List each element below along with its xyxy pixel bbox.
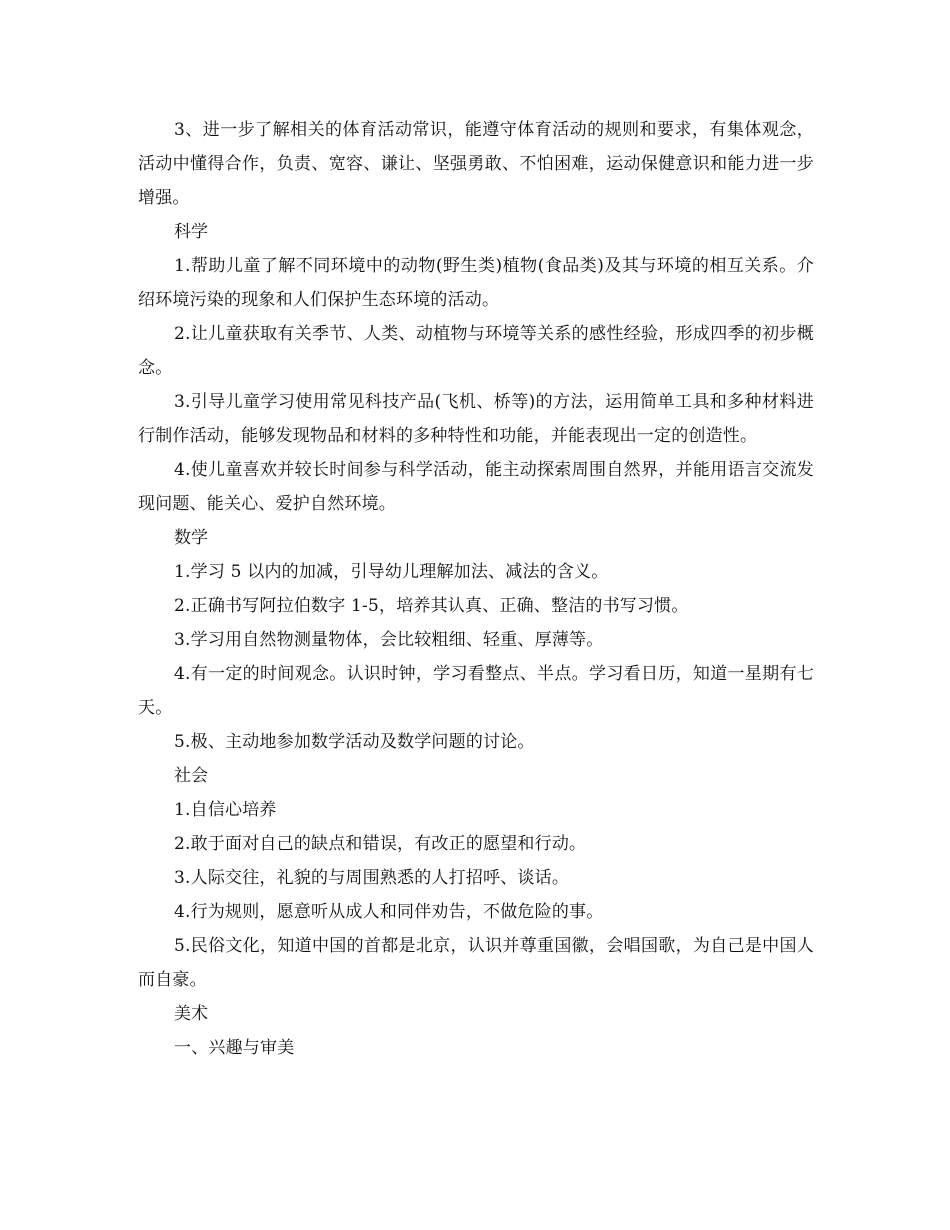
paragraph-science-2: 2.让儿童获取有关季节、人类、动植物与环境等关系的感性经验，形成四季的初步概念。 <box>138 324 814 378</box>
paragraph-math-3: 3.学习用自然物测量物体，会比较粗细、轻重、厚薄等。 <box>174 630 604 650</box>
paragraph-art-1: 一、兴趣与审美 <box>174 1038 295 1058</box>
section-heading-society: 社会 <box>174 766 208 786</box>
section-heading-science: 科学 <box>174 222 208 242</box>
paragraph-society-5: 5.民俗文化，知道中国的首都是北京，认识并尊重国徽，会唱国歌，为自己是中国人而自豪。 <box>138 936 814 990</box>
paragraph-pe-3: 3、进一步了解相关的体育活动常识，能遵守体育活动的规则和要求，有集体观念，活动中懂得合作，负责、宽容、谦让、坚强勇敢、不怕困难，运动保健意识和能力进一步增强。 <box>138 120 814 208</box>
paragraph-math-1: 1.学习 5 以内的加减，引导幼儿理解加法、减法的含义。 <box>174 562 609 582</box>
paragraph-society-1: 1.自信心培养 <box>174 800 277 820</box>
section-heading-art: 美术 <box>174 1004 208 1024</box>
paragraph-science-1: 1.帮助儿童了解不同环境中的动物(野生类)植物(食品类)及其与环境的相互关系。介绍环境污染的现象和人们保护生态环境的活动。 <box>138 256 814 310</box>
section-heading-math: 数学 <box>174 528 208 548</box>
paragraph-society-2: 2.敢于面对自己的缺点和错误，有改正的愿望和行动。 <box>174 834 587 854</box>
paragraph-math-5: 5.极、主动地参加数学活动及数学问题的讨论。 <box>174 732 535 752</box>
document-body <box>138 113 814 1065</box>
paragraph-society-3: 3.人际交往，礼貌的与周围熟悉的人打招呼、谈话。 <box>174 868 570 888</box>
paragraph-science-3: 3.引导儿童学习使用常见科技产品(飞机、桥等)的方法，运用简单工具和多种材料进行制作活动，能够发现物品和材料的多种特性和功能，并能表现出一定的创造性。 <box>138 392 814 446</box>
paragraph-society-4: 4.行为规则，愿意听从成人和同伴劝告，不做危险的事。 <box>174 902 604 922</box>
paragraph-math-4: 4.有一定的时间观念。认识时钟，学习看整点、半点。学习看日历，知道一星期有七天。 <box>138 664 814 718</box>
paragraph-science-4: 4.使儿童喜欢并较长时间参与科学活动，能主动探索周围自然界，并能用语言交流发现问题、能关心、爱护自然环境。 <box>138 460 814 514</box>
paragraph-math-2: 2.正确书写阿拉伯数字 1-5，培养其认真、正确、整洁的书写习惯。 <box>174 596 689 616</box>
